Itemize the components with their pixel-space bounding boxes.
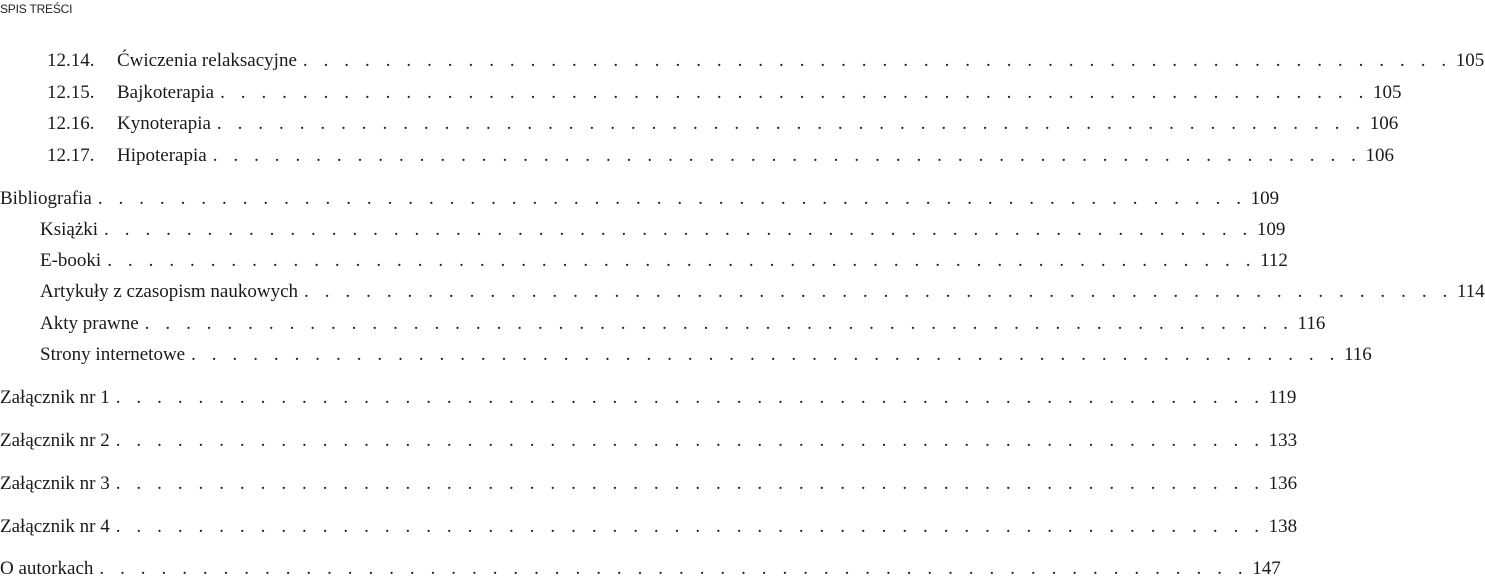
toc-entry[interactable] [0, 218, 1286, 242]
toc-entry[interactable] [0, 112, 1399, 136]
toc-entry[interactable] [0, 249, 1288, 273]
dot-leader: . . . . . . . . . . . . . . . . . . . . . . . . . . . . . . . . . . . . . . . . . . . . . . . . . . . . . . . . [115, 473, 1265, 494]
toc-entry[interactable] [0, 280, 1485, 304]
toc-entry-title: Bajkoterapia [117, 82, 215, 103]
dot-leader: . . . . . . . . . . . . . . . . . . . . . . . . . . . . . . . . . . . . . . . . . . . . . . . . . . . . . . . . [216, 113, 1366, 134]
dot-leader: . . . . . . . . . . . . . . . . . . . . . . . . . . . . . . . . . . . . . . . . . . . . . . . . . . . . . . . . [212, 145, 1362, 166]
toc-entry-title: Strony internetowe [40, 344, 186, 365]
dot-leader: . . . . . . . . . . . . . . . . . . . . . . . . . . . . . . . . . . . . . . . . . . . . . . . . . . . . . . . . [191, 344, 1340, 365]
toc-entry-page: 106 [1369, 113, 1399, 134]
dot-leader: . . . . . . . . . . . . . . . . . . . . . . . . . . . . . . . . . . . . . . . . . . . . . . . . . . . . . . . . [107, 250, 1257, 271]
toc-entry-title: Załącznik nr 2 [0, 430, 110, 451]
toc-entry-title: E-booki [40, 250, 102, 271]
toc-entry-number: 12.14. [47, 50, 95, 71]
toc-entry-title: Artykuły z czasopism naukowych [40, 281, 299, 302]
toc-entry[interactable] [0, 386, 1297, 410]
toc-entry-page: 136 [1268, 473, 1298, 494]
dot-leader: . . . . . . . . . . . . . . . . . . . . . . . . . . . . . . . . . . . . . . . . . . . . . . . . . . . . . . . . [302, 50, 1452, 71]
toc-entry-page: 109 [1250, 188, 1280, 209]
dot-leader: . . . . . . . . . . . . . . . . . . . . . . . . . . . . . . . . . . . . . . . . . . . . . . . . . . . . . . . . [304, 281, 1453, 302]
toc-entry[interactable] [0, 515, 1298, 539]
toc-entry-page: 133 [1268, 430, 1298, 451]
toc-entry-title: O autorkach [0, 558, 94, 579]
toc-entry-title: Hipoterapia [117, 145, 207, 166]
toc-entry-title: Akty prawne [40, 313, 139, 334]
toc-entry-title: Załącznik nr 1 [0, 387, 110, 408]
toc-entry-title: Książki [40, 219, 99, 240]
toc-entry-title: Bibliografia [0, 188, 92, 209]
dot-leader: . . . . . . . . . . . . . . . . . . . . . . . . . . . . . . . . . . . . . . . . . . . . . . . . . . . . . . . . [97, 188, 1247, 209]
toc-entry[interactable] [0, 557, 1281, 581]
toc-entry[interactable] [0, 144, 1395, 168]
dot-leader: . . . . . . . . . . . . . . . . . . . . . . . . . . . . . . . . . . . . . . . . . . . . . . . . . . . . . . . . [144, 313, 1294, 334]
toc-entry[interactable] [0, 472, 1298, 496]
toc-entry-page: 105 [1372, 82, 1402, 103]
toc-entry-page: 106 [1365, 145, 1395, 166]
toc-entry-title: Załącznik nr 4 [0, 516, 110, 537]
dot-leader: . . . . . . . . . . . . . . . . . . . . . . . . . . . . . . . . . . . . . . . . . . . . . . . . . . . . . . . . [99, 558, 1249, 579]
toc-entry[interactable] [0, 81, 1402, 105]
toc-entry-page: 138 [1268, 516, 1298, 537]
toc-entry-title: Załącznik nr 3 [0, 473, 110, 494]
toc-entry-title: Ćwiczenia relaksacyjne [117, 50, 297, 71]
toc-entry-page: 114 [1456, 281, 1485, 302]
dot-leader: . . . . . . . . . . . . . . . . . . . . . . . . . . . . . . . . . . . . . . . . . . . . . . . . . . . . . . . . [115, 387, 1265, 408]
dot-leader: . . . . . . . . . . . . . . . . . . . . . . . . . . . . . . . . . . . . . . . . . . . . . . . . . . . . . . . . [115, 516, 1265, 537]
toc-entry[interactable] [0, 187, 1280, 211]
toc-entry[interactable] [0, 429, 1298, 453]
dot-leader: . . . . . . . . . . . . . . . . . . . . . . . . . . . . . . . . . . . . . . . . . . . . . . . . . . . . . . . . [104, 219, 1253, 240]
toc-entry-page: 119 [1268, 387, 1297, 408]
toc-entry-page: 112 [1260, 250, 1288, 271]
toc-entry-page: 105 [1455, 50, 1485, 71]
toc-entry-number: 12.16. [47, 113, 95, 134]
running-head: SPIS TREŚCI [0, 2, 73, 16]
toc-entry-page: 116 [1343, 344, 1372, 365]
toc-entry-number: 12.15. [47, 82, 95, 103]
dot-leader: . . . . . . . . . . . . . . . . . . . . . . . . . . . . . . . . . . . . . . . . . . . . . . . . . . . . . . . . [115, 430, 1265, 451]
dot-leader: . . . . . . . . . . . . . . . . . . . . . . . . . . . . . . . . . . . . . . . . . . . . . . . . . . . . . . . . [220, 82, 1369, 103]
toc-entry-number: 12.17. [47, 145, 95, 166]
toc-entry[interactable] [0, 49, 1485, 73]
toc-entry-page: 109 [1256, 219, 1286, 240]
toc-entry[interactable] [0, 312, 1326, 336]
toc-entry-page: 116 [1297, 313, 1326, 334]
toc-entry[interactable] [0, 343, 1372, 367]
toc-entry-page: 147 [1252, 558, 1281, 579]
toc-entry-title: Kynoterapia [117, 113, 211, 134]
